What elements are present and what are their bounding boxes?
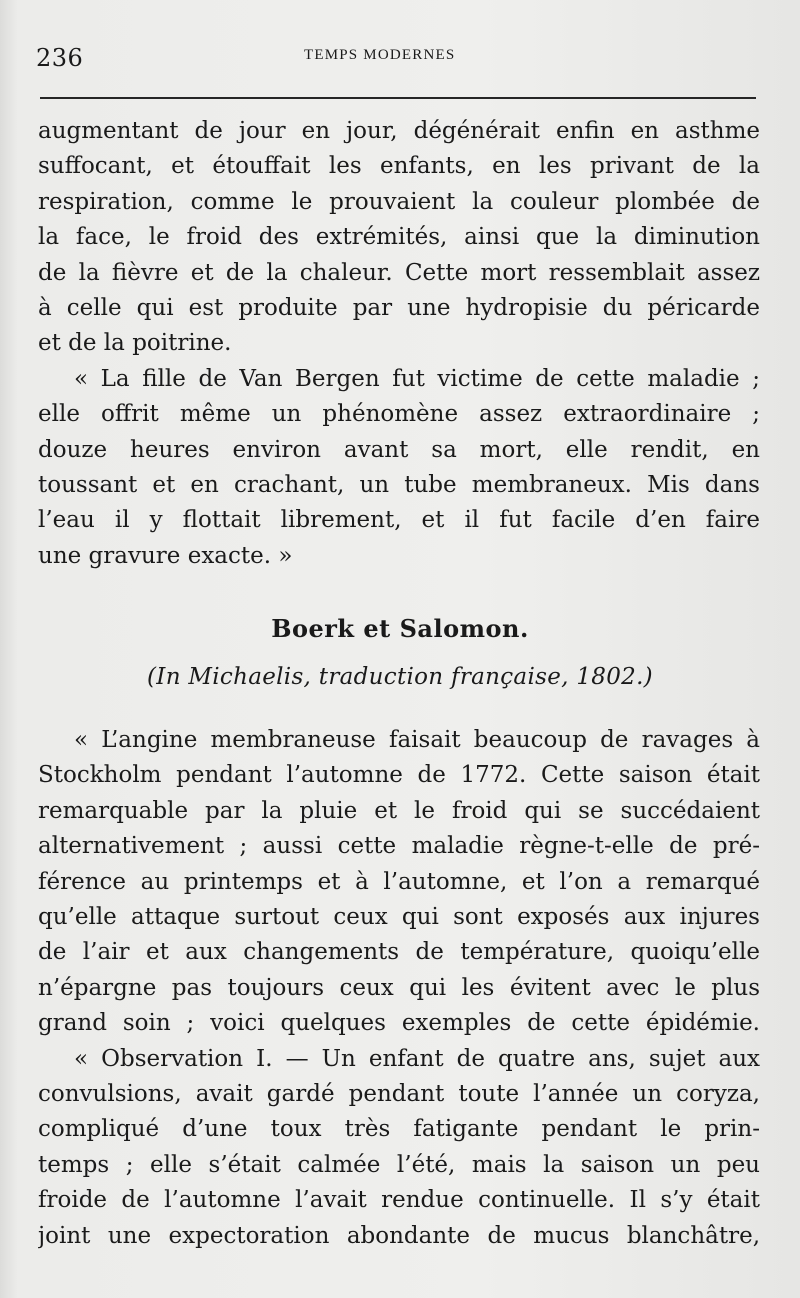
text-line: toussant et en crachant, un tube membraneux. Mis dans xyxy=(38,472,760,499)
text-line: alternativement ; aussi cette maladie règne-t-elle de pré- xyxy=(38,833,760,860)
page-header xyxy=(36,42,758,76)
text-line: temps ; elle s’était calmée l’été, mais la saison un peu xyxy=(38,1151,760,1178)
text-line: n’épargne pas toujours ceux qui les évitent avec le plus xyxy=(38,974,760,1001)
text-line: suffocant, et étouffait les enfants, en les privant de la xyxy=(38,153,760,180)
text-line: joint une expectoration abondante de mucus blanchâtre, xyxy=(38,1222,760,1249)
text-line: froide de l’automne l’avait rendue continuelle. Il s’y était xyxy=(38,1187,760,1214)
text-line: « La fille de Van Bergen fut victime de cette maladie ; xyxy=(74,365,760,392)
body-text-top xyxy=(38,114,760,574)
running-head: TEMPS MODERNES xyxy=(304,47,456,63)
section-subtitle: (In Michaelis, traduction française, 1802.) xyxy=(147,664,653,690)
text-line: une gravure exacte. » xyxy=(38,542,293,569)
text-line: à celle qui est produite par une hydropisie du péricarde xyxy=(38,295,760,322)
text-line: de l’air et aux changements de température, quoiqu’elle xyxy=(38,939,760,966)
text-line: l’eau il y flottait librement, et il fut facile d’en faire xyxy=(38,507,760,534)
text-line: et de la poitrine. xyxy=(38,330,232,357)
text-line: Stockholm pendant l’automne de 1772. Cette saison était xyxy=(38,762,760,789)
text-line: férence au printemps et à l’automne, et l’on a remarqué xyxy=(38,868,760,895)
header-rule xyxy=(40,97,756,99)
text-line: la face, le froid des extrémités, ainsi que la diminution xyxy=(38,224,760,251)
text-line: « L’angine membraneuse faisait beaucoup de ravages à xyxy=(74,727,760,753)
page-number: 236 xyxy=(36,44,84,72)
text-line: augmentant de jour en jour, dégénérait enfin en asthme xyxy=(38,118,760,144)
text-line: grand soin ; voici quelques exemples de cette épidémie. xyxy=(38,1010,760,1037)
text-line: compliqué d’une toux très fatigante pendant le prin- xyxy=(38,1116,760,1143)
text-line: « Observation I. — Un enfant de quatre ans, sujet aux xyxy=(74,1045,760,1072)
text-line: remarquable par la pluie et le froid qui se succédaient xyxy=(38,797,760,824)
text-line: douze heures environ avant sa mort, elle rendit, en xyxy=(38,436,760,463)
body-text-bottom xyxy=(38,723,760,1254)
text-line: qu’elle attaque surtout ceux qui sont exposés aux injures xyxy=(38,904,760,931)
text-line: convulsions, avait gardé pendant toute l’année un coryza, xyxy=(38,1081,760,1108)
text-line: de la fièvre et de la chaleur. Cette mort ressemblait assez xyxy=(38,259,760,286)
section-title: Boerk et Salomon. xyxy=(271,614,529,643)
text-line: elle offrit même un phénomène assez extraordinaire ; xyxy=(38,401,760,428)
text-line: respiration, comme le prouvaient la couleur plombée de xyxy=(38,188,760,215)
